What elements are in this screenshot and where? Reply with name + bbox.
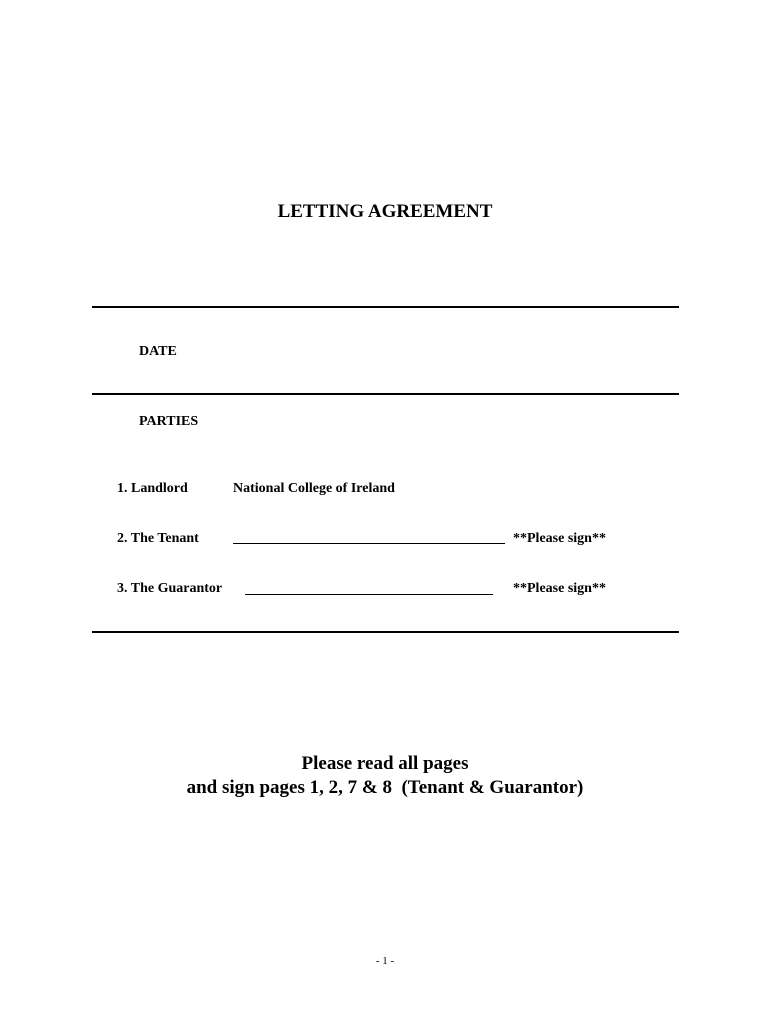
tenant-sign-note: **Please sign** [513, 531, 606, 546]
party-row-tenant [117, 531, 677, 549]
guarantor-label: 3. The Guarantor [117, 581, 223, 596]
tenant-signature-line[interactable] [233, 543, 505, 544]
instructions-line: and sign pages 1, 2, 7 & 8 (Tenant & Guarantor) [186, 777, 584, 798]
divider-rule [92, 393, 679, 395]
document-title: LETTING AGREEMENT [277, 201, 493, 222]
tenant-label: 2. The Tenant [117, 531, 199, 546]
instructions-line: Please read all pages [301, 753, 469, 774]
guarantor-sign-note: **Please sign** [513, 581, 606, 596]
divider-rule [92, 306, 679, 308]
party-row-guarantor [117, 581, 677, 599]
date-label: DATE [139, 344, 177, 359]
parties-heading: PARTIES [139, 414, 199, 429]
page-number: - 1 - [375, 955, 395, 967]
divider-rule [92, 631, 679, 633]
signing-instructions [0, 752, 770, 800]
landlord-name: National College of Ireland [233, 481, 395, 496]
landlord-label: 1. Landlord [117, 481, 188, 496]
guarantor-signature-line[interactable] [245, 594, 493, 595]
party-row-landlord [117, 481, 677, 499]
